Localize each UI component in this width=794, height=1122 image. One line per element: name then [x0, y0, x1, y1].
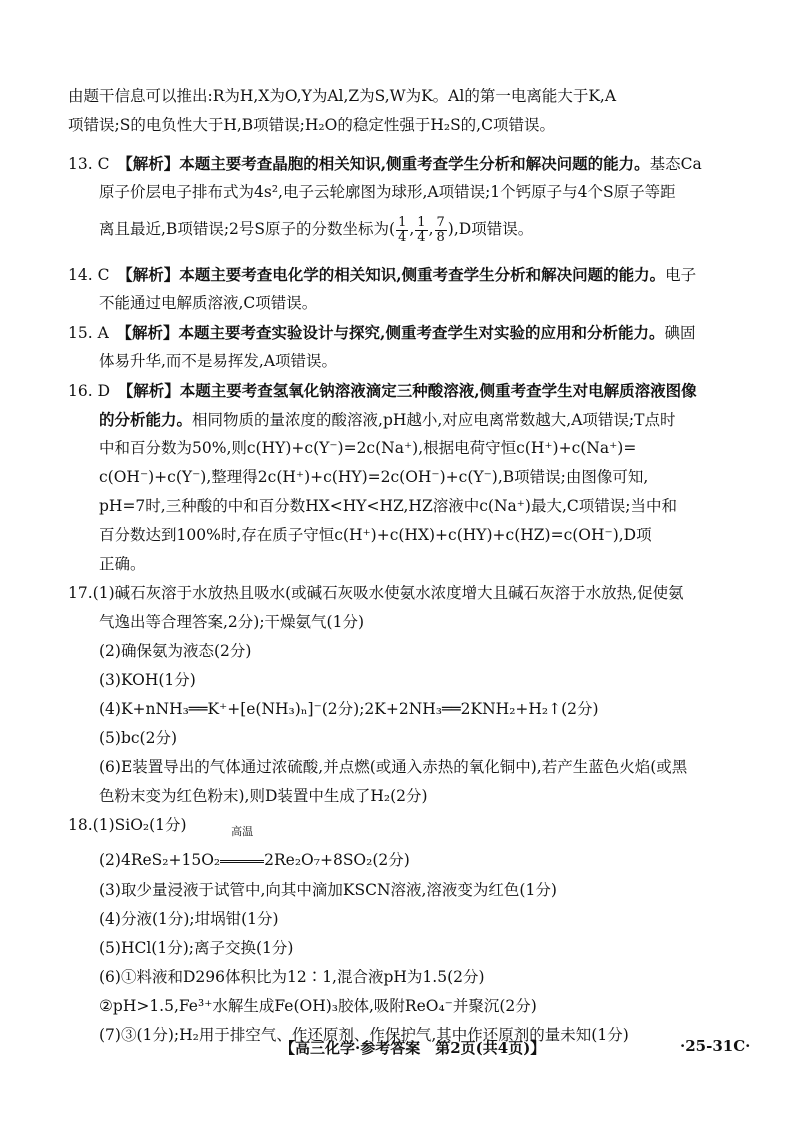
page-footer — [0, 1031, 794, 1061]
analysis-tag: 【解析】本题主要考查晶胞的相关知识,侧重考查学生分析和解决问题的能力。 — [124, 154, 650, 173]
text-fragment: (1)碱石灰溶于水放热且吸水(或碱石灰吸水使氨水浓度增大且碱石灰溶于水放热,促使氨 — [92, 584, 684, 602]
text-line: 不能通过电解质溶液,C项错误。 — [99, 294, 318, 312]
fraction — [396, 216, 408, 245]
reaction-condition: 高温 — [231, 825, 254, 838]
text-fragment: 基态Ca — [649, 155, 702, 173]
analysis-tag: 【解析】本题主要考查实验设计与探究,侧重考查学生对实验的应用和分析能力。 — [124, 323, 665, 342]
text-fragment: 离且最近,B项错误;2号S原子的分数坐标为( — [99, 220, 396, 238]
text-line: 正确。 — [99, 555, 146, 573]
text-line: (6)E装置导出的气体通过浓硫酸,并点燃(或通入赤热的氧化铜中),若产生蓝色火焰(或黑 — [99, 758, 688, 776]
text-line: (3)取少量浸液于试管中,向其中滴加KSCN溶液,溶液变为红色(1分) — [99, 881, 557, 899]
q15-first-line — [68, 318, 738, 347]
q15-answer — [68, 318, 738, 376]
text-line: (5)bc(2分) — [99, 729, 178, 747]
text-line: 百分数达到100%时,存在质子守恒c(H⁺)+c(HX)+c(HY)+c(HZ)=c(OH⁻),D项 — [99, 526, 652, 544]
question-number: 18. — [68, 816, 93, 834]
q16-first-line — [68, 376, 738, 405]
q14-answer — [68, 260, 738, 318]
fraction-numerator: 7 — [436, 214, 445, 230]
text-fragment: ),D项错误。 — [447, 220, 534, 238]
text-line: 体易升华,而不是易挥发,A项错误。 — [99, 352, 338, 370]
analysis-tag-tail: 的分析能力。 — [99, 410, 193, 429]
fraction-denominator: 8 — [436, 229, 445, 245]
text-line: 原子价层电子排布式为4s²,电子云轮廓图为球形,A项错误;1个钙原子与4个S原子等距 — [99, 183, 676, 201]
question-number: 16. D — [68, 382, 111, 400]
question-number: 17. — [68, 584, 93, 602]
q12-explanation-tail — [68, 82, 738, 140]
q17-first-line — [68, 579, 738, 608]
text-fragment: (2)4ReS₂+15O₂ — [99, 851, 221, 869]
fraction-denominator: 4 — [417, 229, 426, 245]
q16-second-line — [68, 405, 738, 434]
reaction-condition-arrow — [220, 825, 264, 880]
text-line: c(OH⁻)+c(Y⁻),整理得2c(H⁺)+c(HY)=2c(OH⁻)+c(Y⁻),B项错误;由图像可知, — [99, 468, 649, 486]
q13-answer — [68, 149, 738, 251]
q13-first-line — [68, 149, 738, 178]
text-line: pH=7时,三种酸的中和百分数HX<HY<HZ,HZ溶液中c(Na⁺)最大,C项错误;当中和 — [99, 497, 677, 515]
text-line: (4)K+nNH₃══K⁺+[e(NH₃)ₙ]⁻(2分);2K+2NH₃══2KNH₂+H₂↑(2分) — [99, 700, 599, 718]
q14-first-line — [68, 260, 738, 289]
text-line: (2)确保氨为液态(2分) — [99, 642, 252, 660]
q18-answer — [68, 811, 738, 1050]
equals-bar — [220, 860, 264, 863]
answer-content — [68, 82, 738, 1050]
fraction — [415, 216, 427, 245]
text-line: ②pH>1.5,Fe³⁺水解生成Fe(OH)₃胶体,吸附ReO₄⁻并聚沉(2分) — [99, 997, 537, 1015]
analysis-tag: 【解析】本题主要考查氢氧化钠溶液滴定三种酸溶液,侧重考查学生对电解质溶液图像 — [125, 381, 697, 400]
text-fragment: 2Re₂O₇+8SO₂(2分) — [264, 851, 410, 869]
question-number: 15. A — [68, 324, 109, 342]
fraction-numerator: 1 — [398, 214, 407, 230]
fraction-numerator: 1 — [417, 214, 426, 230]
q18-first-line — [68, 811, 738, 840]
text-line: 色粉末变为红色粉末),则D装置中生成了H₂(2分) — [99, 787, 428, 805]
text-line: (5)HCl(1分);离子交换(1分) — [99, 939, 294, 957]
text-line: (4)分液(1分);坩埚钳(1分) — [99, 910, 279, 928]
text-fragment: (1)SiO₂(1分) — [92, 816, 187, 834]
text-line: 气逸出等合理答案,2分);干燥氨气(1分) — [99, 613, 365, 631]
text-fragment: 电子 — [665, 266, 697, 284]
fraction — [435, 216, 447, 245]
text-fragment: 相同物质的量浓度的酸溶液,pH越小,对应电离常数越大,A项错误;T点时 — [192, 411, 676, 429]
text-fragment: 碘固 — [664, 324, 696, 342]
text-line: (3)KOH(1分) — [99, 671, 196, 689]
q16-answer — [68, 376, 738, 579]
footer-title: 【高三化学·参考答案 第2页(共4页)】 — [280, 1039, 546, 1057]
text-line: 中和百分数为50%,则c(HY)+c(Y⁻)=2c(Na⁺),根据电荷守恒c(H⁺)+c(Na⁺)= — [99, 439, 637, 457]
text-line: (6)①料液和D296体积比为12∶1,混合液pH为1.5(2分) — [99, 968, 485, 986]
question-number: 14. C — [68, 266, 110, 284]
text-line: 项错误;S的电负性大于H,B项错误;H₂O的稳定性强于H₂S的,C项错误。 — [68, 116, 555, 134]
analysis-tag: 【解析】本题主要考查电化学的相关知识,侧重考查学生分析和解决问题的能力。 — [124, 265, 666, 284]
footer-code: ·25-31C· — [680, 1037, 751, 1055]
q13-fraction-line: 离且最近,B项错误;2号S原子的分数坐标为( $\frac{1}{4}$ , $\frac{1}{4}$ , $\frac{7}{8}$ ),D项错误。 — [99, 214, 534, 245]
text-line: (7)③(1分);H₂用于排空气、作还原剂、作保护气,其中作还原剂的量未知(1分) — [99, 1026, 629, 1044]
fraction-denominator: 4 — [398, 229, 407, 245]
question-number: 13. C — [68, 155, 110, 173]
text-line: 由题干信息可以推出:R为H,X为O,Y为Al,Z为S,W为K。Al的第一电离能大于K,A — [68, 87, 617, 105]
q17-answer — [68, 579, 738, 811]
